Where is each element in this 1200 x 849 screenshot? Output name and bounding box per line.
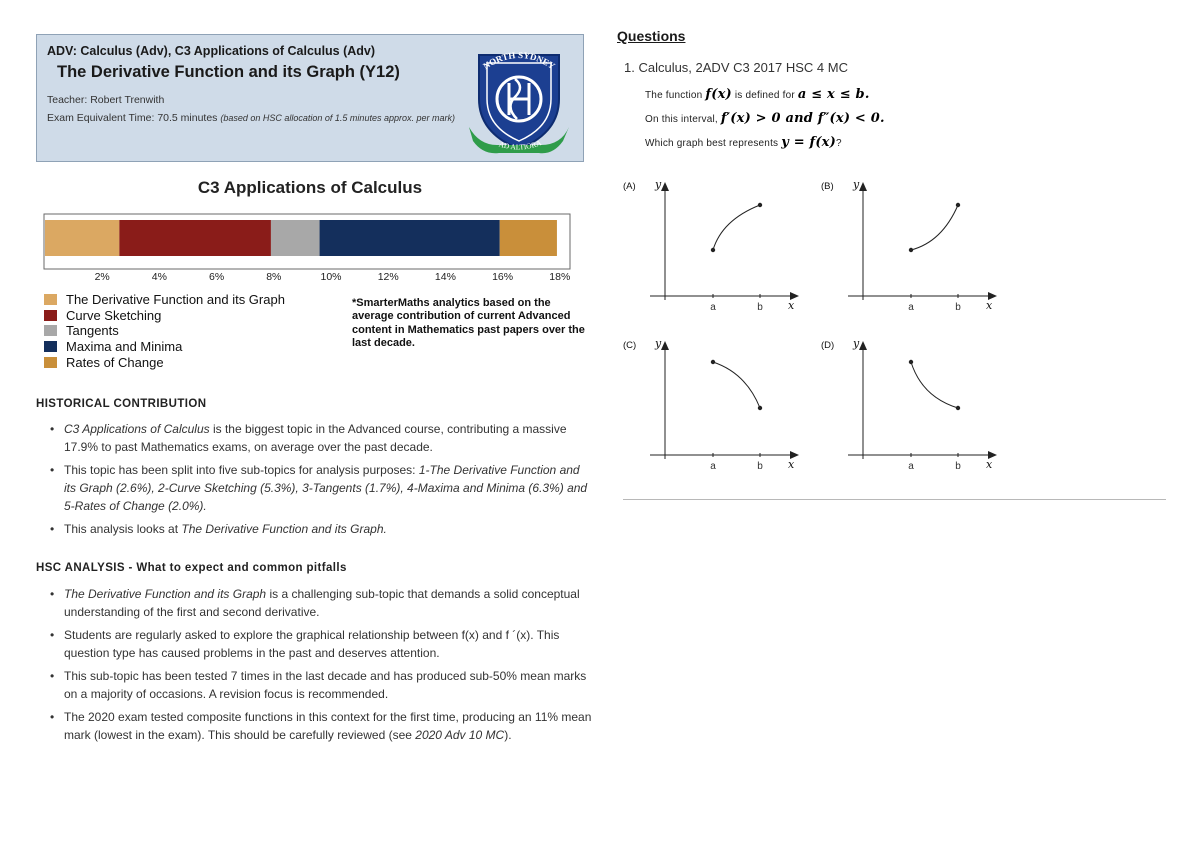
- endpoint-dot: [956, 203, 960, 207]
- historical-heading: HISTORICAL CONTRIBUTION: [36, 398, 207, 410]
- function-curve: [911, 362, 958, 408]
- legend-swatch: [44, 325, 57, 336]
- legend-label: The Derivative Function and its Graph: [66, 292, 285, 308]
- legend-swatch: [44, 357, 57, 368]
- y-axis-label: y: [853, 178, 860, 191]
- endpoint-dot: [956, 406, 960, 410]
- point-b-label: b: [757, 302, 763, 313]
- x-axis-label: x: [986, 458, 993, 471]
- option-label: (C): [623, 340, 637, 351]
- legend-item: [44, 308, 285, 324]
- x-tick-label: 18%: [549, 271, 571, 283]
- legend-item: [44, 292, 285, 308]
- course-subtitle: ADV: Calculus (Adv), C3 Applications of Calculus (Adv): [47, 44, 376, 58]
- point-b-label: b: [955, 461, 961, 472]
- x-tick-label: 12%: [377, 271, 399, 283]
- bar-segments: [45, 220, 557, 256]
- math-expression: y = f(x): [781, 135, 836, 150]
- list-item: [36, 667, 592, 703]
- option-label: (D): [821, 340, 835, 351]
- legend-swatch: [44, 310, 57, 321]
- bullet-text: This analysis looks at: [64, 522, 182, 536]
- bullet-text: is the biggest topic in the Advanced course, contributing a massive 17.9% to past Mathematics exams, on average over the past decade.: [64, 422, 567, 454]
- math-expression: f(x): [705, 87, 732, 102]
- hsc-analysis-heading: [36, 562, 347, 574]
- endpoint-dot: [909, 360, 913, 364]
- hsc-heading-bold: HSC ANALYSIS: [36, 562, 125, 574]
- section-divider: [623, 499, 1166, 500]
- math-expression: a ≤ x ≤ b.: [797, 87, 870, 102]
- questions-heading: Questions: [617, 28, 686, 44]
- x-axis-ticks: [95, 271, 571, 283]
- crest-top-text: NORTH SYDNEY: [481, 49, 557, 72]
- bar-segment-1: [45, 220, 119, 256]
- x-tick-label: 6%: [209, 271, 225, 283]
- stem-text: Which graph best represents: [645, 138, 782, 149]
- chart-title: C3 Applications of Calculus: [197, 178, 423, 197]
- y-axis-arrow: [661, 182, 669, 191]
- legend-label: Tangents: [66, 323, 119, 339]
- header-panel: [36, 34, 584, 162]
- stem-text: ?: [835, 138, 842, 149]
- list-item: [36, 520, 592, 538]
- crest-motto-text: AD ALTIORA: [497, 138, 543, 152]
- x-tick-label: 2%: [94, 271, 110, 283]
- school-crest-logo: [467, 41, 571, 155]
- list-item: [36, 626, 592, 662]
- point-b-label: b: [955, 302, 961, 313]
- bar-segment-5: [500, 220, 557, 256]
- bar-segment-3: [271, 220, 320, 256]
- chart-legend: [44, 292, 285, 370]
- hsc-heading-rest: - What to expect and common pitfalls: [124, 562, 347, 574]
- list-item: [36, 708, 592, 744]
- legend-item: [44, 323, 285, 339]
- legend-label: Curve Sketching: [66, 307, 162, 323]
- y-axis-label: y: [655, 337, 662, 350]
- subtopic-emphasis: The Derivative Function and its Graph.: [181, 522, 387, 536]
- option-c-graph[interactable]: [620, 335, 795, 472]
- reference-emphasis: 2020 Adv 10 MC: [415, 728, 505, 742]
- topic-emphasis: C3 Applications of Calculus: [64, 422, 210, 436]
- question-stem-line-3: [645, 135, 842, 150]
- analytics-note: *SmarterMaths analytics based on the average contribution of current Advanced content in Mathematics past papers over the last decade.: [352, 297, 585, 350]
- question-stem-line-1: [645, 87, 870, 102]
- list-item: [36, 420, 592, 456]
- question-stem-line-2: [645, 111, 885, 126]
- endpoint-dot: [909, 248, 913, 252]
- exam-time-label: Exam Equivalent Time:: [47, 112, 155, 124]
- stem-text: The function: [645, 90, 706, 101]
- hsc-analysis-list: [36, 585, 592, 749]
- page-title: The Derivative Function and its Graph (Y12): [57, 63, 400, 81]
- bar-segment-4: [320, 220, 500, 256]
- option-label: (B): [821, 181, 834, 192]
- exam-time-note: (based on HSC allocation of 1.5 minutes approx. per mark): [220, 113, 455, 123]
- teacher-name: Robert Trenwith: [90, 94, 165, 106]
- y-axis-label: y: [853, 337, 860, 350]
- endpoint-dot: [758, 203, 762, 207]
- list-item: [36, 585, 592, 621]
- subtopic-emphasis: The Derivative Function and its Graph: [64, 587, 267, 601]
- legend-swatch: [44, 294, 57, 305]
- bullet-text: The 2020 exam tested composite functions in this context for the first time, producing an 11% mean mark (lowest in the exam). This should be carefully reviewed (see: [64, 710, 592, 742]
- subtopic-breakdown: 1-The Derivative Function and its Graph (2.6%), 2-Curve Sketching (5.3%), 3-Tangents (1.7%), 4-Maxima and Minima (6.3%) and 5-Rates of Change (2.0%).: [64, 463, 588, 513]
- point-a-label: a: [908, 461, 914, 472]
- x-axis-label: x: [788, 458, 795, 471]
- x-tick-label: 14%: [434, 271, 456, 283]
- exam-time-line: [47, 111, 467, 125]
- y-axis-arrow: [661, 341, 669, 350]
- x-tick-label: 10%: [320, 271, 342, 283]
- teacher-line: [47, 94, 164, 106]
- point-a-label: a: [710, 302, 716, 313]
- list-item: [36, 461, 592, 515]
- stem-text: is defined for: [731, 90, 798, 101]
- point-b-label: b: [757, 461, 763, 472]
- point-a-label: a: [908, 302, 914, 313]
- bar-segment-2: [119, 220, 271, 256]
- bullet-text: is a challenging sub-topic that demands a solid conceptual understanding of the first and second derivative.: [64, 587, 580, 619]
- x-tick-label: 16%: [492, 271, 514, 283]
- bullet-text: This sub-topic has been tested 7 times in the last decade and has produced sub-50% mean marks on a majority of occasions. A revision focus is recommended.: [64, 669, 587, 701]
- historical-list: [36, 420, 592, 543]
- y-axis-arrow: [859, 182, 867, 191]
- x-tick-label: 4%: [151, 271, 167, 283]
- option-d-graph[interactable]: [818, 335, 993, 472]
- legend-label: Rates of Change: [66, 354, 164, 370]
- stacked-bar-chart: [36, 208, 586, 288]
- x-axis-label: x: [788, 299, 795, 312]
- x-tick-label: 8%: [266, 271, 282, 283]
- point-a-label: a: [710, 461, 716, 472]
- teacher-label: Teacher:: [47, 94, 88, 106]
- legend-item: [44, 354, 285, 370]
- y-axis-arrow: [859, 341, 867, 350]
- option-a-graph[interactable]: [620, 176, 795, 313]
- bullet-text-end: ).: [504, 728, 512, 742]
- legend-swatch: [44, 341, 57, 352]
- math-expression: f′(x) > 0 and f″(x) < 0.: [720, 111, 885, 126]
- endpoint-dot: [711, 248, 715, 252]
- function-curve: [713, 362, 760, 408]
- function-curve: [713, 205, 760, 250]
- endpoint-dot: [758, 406, 762, 410]
- exam-time-value: 70.5 minutes: [157, 112, 218, 124]
- stem-text: On this interval,: [645, 114, 721, 125]
- option-label: (A): [623, 181, 636, 192]
- bullet-text: Students are regularly asked to explore the graphical relationship between f(x) and f ´(x). This question type has caused problems in the past and deserves attention.: [64, 628, 560, 660]
- legend-label: Maxima and Minima: [66, 339, 183, 355]
- y-axis-label: y: [655, 178, 662, 191]
- function-curve: [911, 205, 958, 250]
- question-1-title: 1. Calculus, 2ADV C3 2017 HSC 4 MC: [624, 60, 848, 75]
- endpoint-dot: [711, 360, 715, 364]
- option-b-graph[interactable]: [818, 176, 993, 313]
- x-axis-label: x: [986, 299, 993, 312]
- legend-item: [44, 339, 285, 355]
- bullet-text: This topic has been split into five sub-topics for analysis purposes:: [64, 463, 419, 477]
